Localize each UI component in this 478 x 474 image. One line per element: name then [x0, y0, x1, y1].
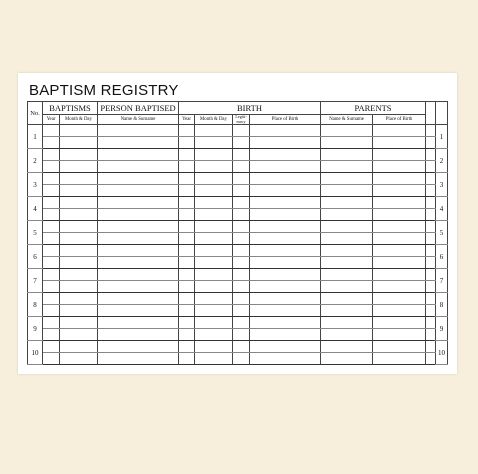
baptism-year-cell[interactable] [43, 149, 60, 161]
birth-month-day-cell[interactable] [195, 197, 233, 209]
header-parents: PARENTS [321, 102, 426, 115]
legitimacy-cell[interactable] [233, 293, 250, 305]
birth-month-day-cell[interactable] [195, 269, 233, 281]
parent-name-cell[interactable] [321, 245, 373, 257]
legitimacy-cell[interactable] [233, 185, 250, 197]
header-person-name: Name & Surname [98, 115, 179, 125]
birth-year-cell[interactable] [179, 221, 195, 233]
birth-month-day-cell[interactable] [195, 137, 233, 149]
parent-name-cell[interactable] [321, 173, 373, 185]
row-number: 3 [28, 173, 43, 197]
birth-month-day-cell[interactable] [195, 125, 233, 137]
registry-row-lower [28, 257, 448, 269]
baptism-month-day-cell[interactable] [60, 293, 98, 305]
birth-year-cell[interactable] [179, 173, 195, 185]
row-number-right: 4 [436, 197, 448, 221]
header-no: No. [28, 102, 43, 125]
person-name-cell[interactable] [98, 293, 179, 305]
row-number-right: 9 [436, 317, 448, 341]
person-name-cell[interactable] [98, 197, 179, 209]
baptism-month-day-cell[interactable] [60, 353, 98, 365]
blank-cell[interactable] [426, 221, 436, 233]
row-number: 9 [28, 317, 43, 341]
registry-row [28, 125, 448, 137]
parent-name-cell[interactable] [321, 125, 373, 137]
baptism-year-cell[interactable] [43, 257, 60, 269]
place-of-birth-cell[interactable] [250, 305, 321, 317]
birth-year-cell[interactable] [179, 269, 195, 281]
place-of-birth-cell[interactable] [250, 233, 321, 245]
person-name-cell[interactable] [98, 137, 179, 149]
row-number: 4 [28, 197, 43, 221]
blank-cell[interactable] [426, 137, 436, 149]
person-name-cell[interactable] [98, 185, 179, 197]
legitimacy-cell[interactable] [233, 269, 250, 281]
parent-place-cell[interactable] [373, 245, 426, 257]
registry-row-lower [28, 305, 448, 317]
baptism-month-day-cell[interactable] [60, 317, 98, 329]
legitimacy-cell[interactable] [233, 149, 250, 161]
birth-year-cell[interactable] [179, 341, 195, 353]
header-birth-month-day: Month & Day [195, 115, 233, 125]
registry-row [28, 173, 448, 185]
parent-name-cell[interactable] [321, 305, 373, 317]
header-baptism-year: Year [43, 115, 60, 125]
birth-month-day-cell[interactable] [195, 281, 233, 293]
parent-name-cell[interactable] [321, 341, 373, 353]
parent-place-cell[interactable] [373, 353, 426, 365]
parent-place-cell[interactable] [373, 161, 426, 173]
person-name-cell[interactable] [98, 317, 179, 329]
baptism-month-day-cell[interactable] [60, 341, 98, 353]
baptism-month-day-cell[interactable] [60, 209, 98, 221]
registry-row [28, 149, 448, 161]
place-of-birth-cell[interactable] [250, 353, 321, 365]
parent-place-cell[interactable] [373, 341, 426, 353]
blank-cell[interactable] [426, 257, 436, 269]
legitimacy-cell[interactable] [233, 197, 250, 209]
birth-month-day-cell[interactable] [195, 221, 233, 233]
parent-name-cell[interactable] [321, 185, 373, 197]
parent-name-cell[interactable] [321, 137, 373, 149]
birth-year-cell[interactable] [179, 233, 195, 245]
birth-month-day-cell[interactable] [195, 173, 233, 185]
blank-cell[interactable] [426, 317, 436, 329]
person-name-cell[interactable] [98, 353, 179, 365]
parent-place-cell[interactable] [373, 185, 426, 197]
blank-cell[interactable] [426, 341, 436, 353]
legitimacy-cell[interactable] [233, 173, 250, 185]
baptism-year-cell[interactable] [43, 353, 60, 365]
baptism-year-cell[interactable] [43, 269, 60, 281]
birth-month-day-cell[interactable] [195, 209, 233, 221]
birth-year-cell[interactable] [179, 209, 195, 221]
registry-row [28, 269, 448, 281]
header-birth: BIRTH [179, 102, 321, 115]
legitimacy-cell[interactable] [233, 209, 250, 221]
legitimacy-cell[interactable] [233, 317, 250, 329]
parent-place-cell[interactable] [373, 125, 426, 137]
baptism-year-cell[interactable] [43, 137, 60, 149]
birth-month-day-cell[interactable] [195, 185, 233, 197]
person-name-cell[interactable] [98, 269, 179, 281]
parent-place-cell[interactable] [373, 221, 426, 233]
page-title: BAPTISM REGISTRY [29, 82, 179, 99]
blank-cell[interactable] [426, 185, 436, 197]
registry-row-lower [28, 329, 448, 341]
person-name-cell[interactable] [98, 149, 179, 161]
place-of-birth-cell[interactable] [250, 257, 321, 269]
legitimacy-cell[interactable] [233, 221, 250, 233]
baptism-month-day-cell[interactable] [60, 281, 98, 293]
row-number: 1 [28, 125, 43, 149]
baptism-month-day-cell[interactable] [60, 233, 98, 245]
baptism-month-day-cell[interactable] [60, 149, 98, 161]
birth-month-day-cell[interactable] [195, 341, 233, 353]
place-of-birth-cell[interactable] [250, 209, 321, 221]
row-number-right: 5 [436, 221, 448, 245]
place-of-birth-cell[interactable] [250, 185, 321, 197]
header-legitimacy [233, 115, 250, 125]
birth-month-day-cell[interactable] [195, 257, 233, 269]
blank-cell[interactable] [426, 245, 436, 257]
row-number-right: 1 [436, 125, 448, 149]
row-number-right: 10 [436, 341, 448, 365]
baptism-year-cell[interactable] [43, 281, 60, 293]
place-of-birth-cell[interactable] [250, 221, 321, 233]
row-number-right: 2 [436, 149, 448, 173]
baptism-month-day-cell[interactable] [60, 173, 98, 185]
person-name-cell[interactable] [98, 173, 179, 185]
baptism-month-day-cell[interactable] [60, 197, 98, 209]
legitimacy-cell[interactable] [233, 245, 250, 257]
blank-cell[interactable] [426, 125, 436, 137]
birth-year-cell[interactable] [179, 137, 195, 149]
birth-month-day-cell[interactable] [195, 293, 233, 305]
registry-row [28, 245, 448, 257]
parent-name-cell[interactable] [321, 233, 373, 245]
blank-cell[interactable] [426, 329, 436, 341]
row-number: 10 [28, 341, 43, 365]
person-name-cell[interactable] [98, 341, 179, 353]
registry-row-lower [28, 281, 448, 293]
row-number: 5 [28, 221, 43, 245]
baptism-month-day-cell[interactable] [60, 125, 98, 137]
person-name-cell[interactable] [98, 305, 179, 317]
blank-cell[interactable] [426, 305, 436, 317]
row-number: 7 [28, 269, 43, 293]
baptism-month-day-cell[interactable] [60, 305, 98, 317]
birth-year-cell[interactable] [179, 305, 195, 317]
header-birth-year: Year [179, 115, 195, 125]
birth-year-cell[interactable] [179, 257, 195, 269]
blank-cell[interactable] [426, 281, 436, 293]
legitimacy-cell[interactable] [233, 257, 250, 269]
place-of-birth-cell[interactable] [250, 197, 321, 209]
baptism-year-cell[interactable] [43, 305, 60, 317]
registry-row-lower [28, 353, 448, 365]
baptism-year-cell[interactable] [43, 185, 60, 197]
parent-name-cell[interactable] [321, 353, 373, 365]
registry-row [28, 317, 448, 329]
baptism-month-day-cell[interactable] [60, 185, 98, 197]
blank-cell[interactable] [426, 161, 436, 173]
person-name-cell[interactable] [98, 161, 179, 173]
legitimacy-cell[interactable] [233, 305, 250, 317]
person-name-cell[interactable] [98, 281, 179, 293]
baptism-registry-table [27, 101, 448, 365]
person-name-cell[interactable] [98, 125, 179, 137]
parent-name-cell[interactable] [321, 149, 373, 161]
parent-name-cell[interactable] [321, 281, 373, 293]
baptism-year-cell[interactable] [43, 245, 60, 257]
parent-place-cell[interactable] [373, 269, 426, 281]
parent-place-cell[interactable] [373, 173, 426, 185]
place-of-birth-cell[interactable] [250, 341, 321, 353]
legitimacy-cell[interactable] [233, 329, 250, 341]
parent-place-cell[interactable] [373, 257, 426, 269]
birth-year-cell[interactable] [179, 329, 195, 341]
row-number: 2 [28, 149, 43, 173]
parent-name-cell[interactable] [321, 269, 373, 281]
place-of-birth-cell[interactable] [250, 245, 321, 257]
place-of-birth-cell[interactable] [250, 137, 321, 149]
parent-place-cell[interactable] [373, 137, 426, 149]
place-of-birth-cell[interactable] [250, 269, 321, 281]
place-of-birth-cell[interactable] [250, 293, 321, 305]
person-name-cell[interactable] [98, 233, 179, 245]
baptism-year-cell[interactable] [43, 161, 60, 173]
blank-cell[interactable] [426, 293, 436, 305]
baptism-month-day-cell[interactable] [60, 221, 98, 233]
row-number: 6 [28, 245, 43, 269]
header-baptism-month-day: Month & Day [60, 115, 98, 125]
baptism-year-cell[interactable] [43, 197, 60, 209]
birth-month-day-cell[interactable] [195, 353, 233, 365]
header-parent-place: Place of Birth [373, 115, 426, 125]
legitimacy-cell[interactable] [233, 353, 250, 365]
parent-name-cell[interactable] [321, 317, 373, 329]
row-number-right: 3 [436, 173, 448, 197]
birth-year-cell[interactable] [179, 185, 195, 197]
parent-name-cell[interactable] [321, 161, 373, 173]
parent-name-cell[interactable] [321, 257, 373, 269]
blank-cell[interactable] [426, 353, 436, 365]
place-of-birth-cell[interactable] [250, 329, 321, 341]
place-of-birth-cell[interactable] [250, 149, 321, 161]
parent-name-cell[interactable] [321, 197, 373, 209]
header-blank [426, 102, 436, 125]
registry-row [28, 197, 448, 209]
row-number: 8 [28, 293, 43, 317]
birth-year-cell[interactable] [179, 281, 195, 293]
registry-row-lower [28, 137, 448, 149]
row-number-right: 8 [436, 293, 448, 317]
birth-month-day-cell[interactable] [195, 161, 233, 173]
birth-year-cell[interactable] [179, 197, 195, 209]
parent-name-cell[interactable] [321, 329, 373, 341]
baptism-month-day-cell[interactable] [60, 161, 98, 173]
blank-cell[interactable] [426, 149, 436, 161]
header-place-of-birth: Place of Birth [250, 115, 321, 125]
registry-row [28, 341, 448, 353]
birth-year-cell[interactable] [179, 161, 195, 173]
birth-month-day-cell[interactable] [195, 149, 233, 161]
legitimacy-cell[interactable] [233, 281, 250, 293]
registry-row-lower [28, 185, 448, 197]
parent-name-cell[interactable] [321, 221, 373, 233]
place-of-birth-cell[interactable] [250, 281, 321, 293]
birth-month-day-cell[interactable] [195, 233, 233, 245]
place-of-birth-cell[interactable] [250, 125, 321, 137]
baptism-year-cell[interactable] [43, 317, 60, 329]
baptism-year-cell[interactable] [43, 221, 60, 233]
header-baptisms: BAPTISMS [43, 102, 98, 115]
parent-name-cell[interactable] [321, 293, 373, 305]
registry-row [28, 293, 448, 305]
person-name-cell[interactable] [98, 329, 179, 341]
legitimacy-cell[interactable] [233, 161, 250, 173]
parent-place-cell[interactable] [373, 317, 426, 329]
blank-cell[interactable] [426, 269, 436, 281]
baptism-month-day-cell[interactable] [60, 257, 98, 269]
registry-row-lower [28, 209, 448, 221]
blank-cell[interactable] [426, 173, 436, 185]
baptism-year-cell[interactable] [43, 329, 60, 341]
parent-place-cell[interactable] [373, 197, 426, 209]
birth-month-day-cell[interactable] [195, 305, 233, 317]
parent-place-cell[interactable] [373, 329, 426, 341]
header-parent-name: Name & Surname [321, 115, 373, 125]
parent-place-cell[interactable] [373, 281, 426, 293]
blank-cell[interactable] [426, 209, 436, 221]
birth-month-day-cell[interactable] [195, 329, 233, 341]
baptism-year-cell[interactable] [43, 233, 60, 245]
row-number-right: 6 [436, 245, 448, 269]
baptism-year-cell[interactable] [43, 209, 60, 221]
place-of-birth-cell[interactable] [250, 317, 321, 329]
legitimacy-cell[interactable] [233, 233, 250, 245]
blank-cell[interactable] [426, 233, 436, 245]
parent-place-cell[interactable] [373, 293, 426, 305]
legitimacy-cell[interactable] [233, 341, 250, 353]
birth-year-cell[interactable] [179, 149, 195, 161]
birth-year-cell[interactable] [179, 125, 195, 137]
parent-place-cell[interactable] [373, 149, 426, 161]
birth-year-cell[interactable] [179, 353, 195, 365]
registry-sheet [18, 73, 457, 374]
birth-year-cell[interactable] [179, 317, 195, 329]
baptism-year-cell[interactable] [43, 293, 60, 305]
person-name-cell[interactable] [98, 209, 179, 221]
birth-year-cell[interactable] [179, 293, 195, 305]
place-of-birth-cell[interactable] [250, 161, 321, 173]
person-name-cell[interactable] [98, 257, 179, 269]
baptism-month-day-cell[interactable] [60, 269, 98, 281]
baptism-month-day-cell[interactable] [60, 329, 98, 341]
parent-place-cell[interactable] [373, 209, 426, 221]
legitimacy-cell[interactable] [233, 137, 250, 149]
baptism-year-cell[interactable] [43, 341, 60, 353]
baptism-year-cell[interactable] [43, 173, 60, 185]
parent-name-cell[interactable] [321, 209, 373, 221]
legitimacy-cell[interactable] [233, 125, 250, 137]
birth-month-day-cell[interactable] [195, 317, 233, 329]
parent-place-cell[interactable] [373, 233, 426, 245]
person-name-cell[interactable] [98, 221, 179, 233]
birth-month-day-cell[interactable] [195, 245, 233, 257]
registry-row [28, 221, 448, 233]
parent-place-cell[interactable] [373, 305, 426, 317]
baptism-month-day-cell[interactable] [60, 137, 98, 149]
header-right-no [436, 102, 448, 125]
birth-year-cell[interactable] [179, 245, 195, 257]
blank-cell[interactable] [426, 197, 436, 209]
row-number-right: 7 [436, 269, 448, 293]
place-of-birth-cell[interactable] [250, 173, 321, 185]
baptism-year-cell[interactable] [43, 125, 60, 137]
legitimacy-label: Legiti- macy [235, 114, 247, 124]
person-name-cell[interactable] [98, 245, 179, 257]
registry-row-lower [28, 161, 448, 173]
baptism-month-day-cell[interactable] [60, 245, 98, 257]
header-person-baptised: PERSON BAPTISED [98, 102, 179, 115]
registry-row-lower [28, 233, 448, 245]
